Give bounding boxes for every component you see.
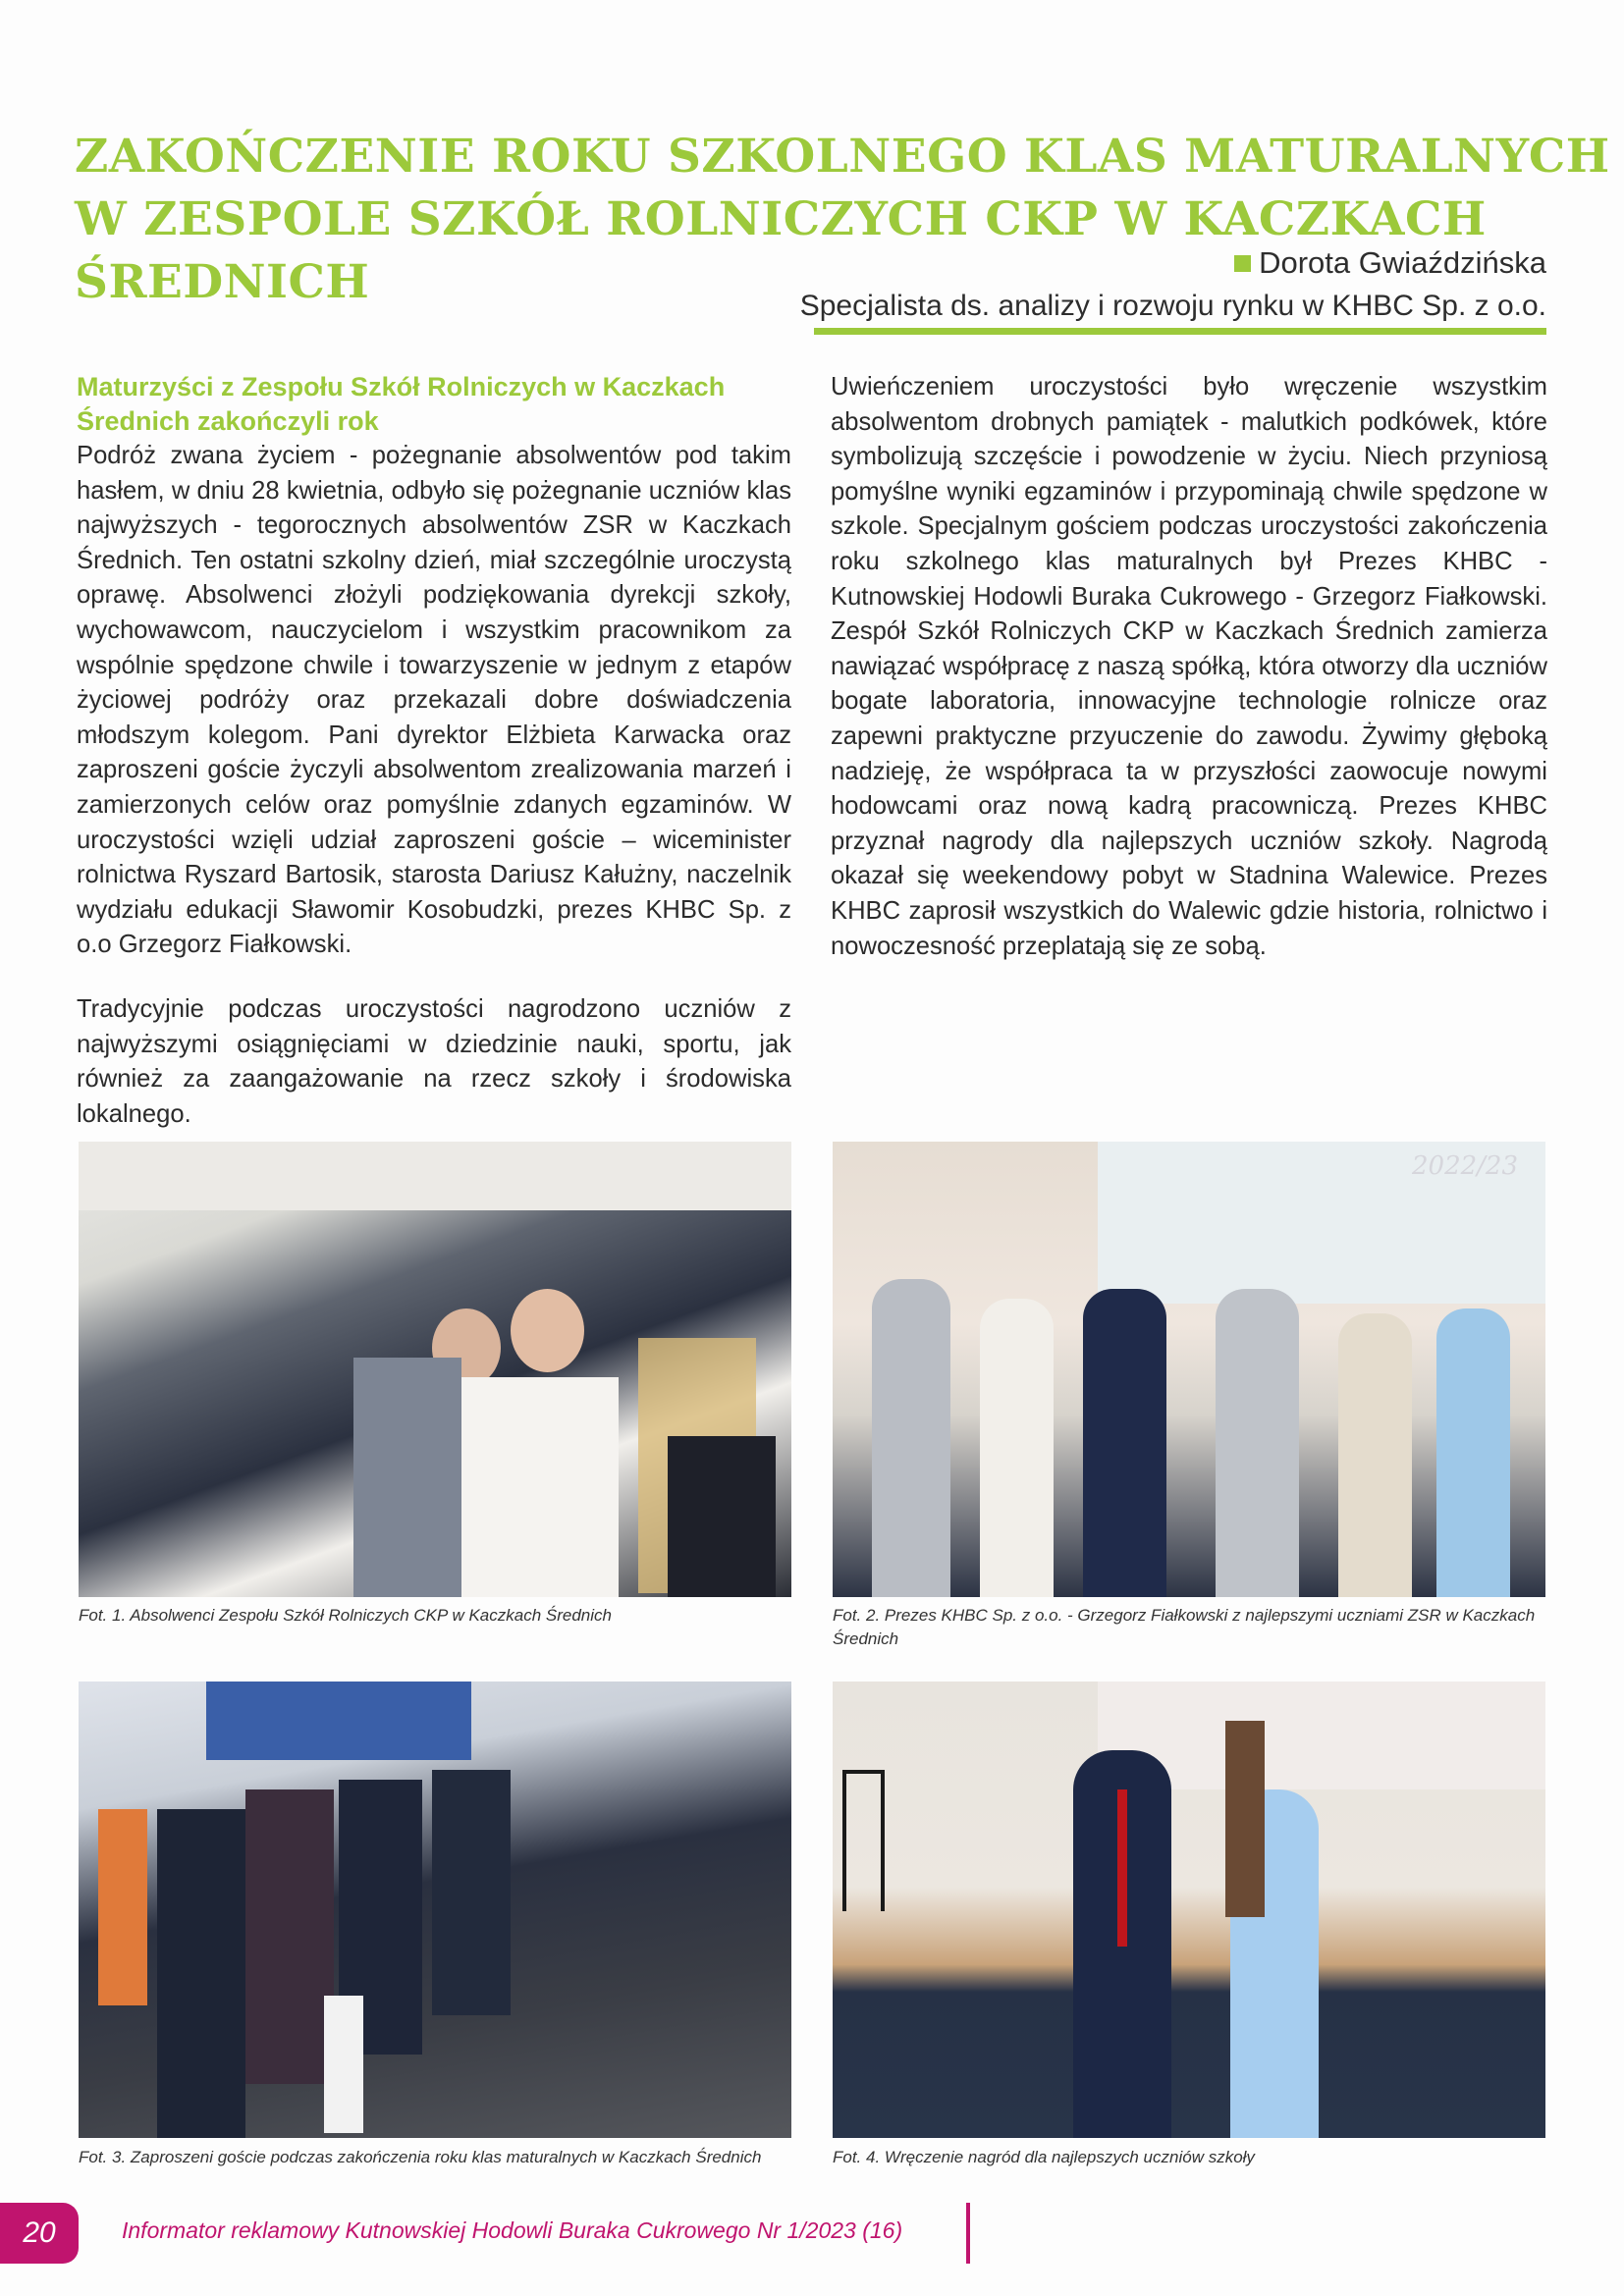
footer-divider <box>966 2203 970 2264</box>
body-paragraph: Podróż zwana życiem - pożegnanie absolwentów pod takim hasłem, w dniu 28 kwietnia, odbyło się pożegnanie uczniów klas najwyższych - tegorocznych absolwentów ZSR w Kaczkach Średnich. Ten ostatni szkolny dzień, miał szczególnie uroczystą oprawę. Absolwenci złożyli podziękowania dyrekcji szkoły, wychowawcom, nauczycielom i wszystkim pracownikom za wspólnie spędzone chwile i towarzyszenie w jednym z etapów życiowej podróży oraz przekazali dobre doświadczenia młodszym kolegom. Pani dyrektor Elżbieta Karwacka oraz zaproszeni goście życzyli absolwentom zrealizowania marzeń i zamierzonych celów oraz pomyślnie zdanych egzaminów. W uroczystości wzięli udział zaproszeni goście – wiceminister rolnictwa Ryszard Bartosik, starosta Dariusz Kałużny, naczelnik wydziału edukacji Sławomir Kosobudzki, prezes KHBC Sp. z o.o Grzegorz Fiałkowski. <box>77 442 791 959</box>
article-title <box>75 126 1610 314</box>
header-divider <box>814 328 1546 335</box>
photo-graduates <box>79 1142 791 1597</box>
photo-caption: Fot. 3. Zaproszeni goście podczas zakończenia roku klas maturalnych w Kaczkach Średnich <box>79 2148 762 2166</box>
photo-award-handover <box>833 1682 1545 2138</box>
screen-year-text: 2022/23 <box>1411 1151 1518 1181</box>
right-column <box>831 370 1547 964</box>
left-column <box>77 370 791 1132</box>
body-paragraph: Uwieńczeniem uroczystości było wręczenie wszystkim absolwentom drobnych pamiątek - malutkich podkówek, które symbolizują szczęście i powodzenie w życiu. Niech przyniosą pomyślne wyniki egzaminów i przypominają chwile spędzone w szkole. Specjalnym gościem podczas uroczystości zakończenia roku szkolnego klas maturalnych był Prezes KHBC - Kutnowskiej Hodowli Buraka Cukrowego - Grzegorz Fiałkowski. Zespół Szkół Rolniczych CKP w Kaczkach Średnich zamierza nawiązać współpracę z naszą spółką, która otworzy dla uczniów bogate laboratoria, innowacyjne technologie rolnicze oraz zapewni praktyczne przyuczenie do zawodu. Żywimy głęboką nadzieję, że współpraca ta w przyszłości zaowocuje nowymi hodowcami oraz nową kadrą pracowniczą. Prezes KHBC przyznał nagrody dla najlepszych uczniów szkoły. Nagrodą okazał się weekendowy pobyt w Stadnina Walewice. Prezes KHBC zaprosił wszystkich do Walewic gdzie historia, rolnictwo i nowoczesność przeplatają się ze sobą. <box>831 373 1547 960</box>
author-name: Dorota Gwiaździńska <box>1259 245 1546 280</box>
author-role: Specjalista ds. analizy i rozwoju rynku w KHBC Sp. z o.o. <box>799 290 1546 322</box>
photo-award-winners <box>833 1142 1545 1597</box>
title-line: ZAKOŃCZENIE ROKU SZKOLNEGO KLAS MATURALNYCH <box>75 130 1610 184</box>
title-line: W ZESPOLE SZKÓŁ ROLNICZYCH CKP W KACZKACH <box>75 192 1487 246</box>
publication-title: Informator reklamowy Kutnowskiej Hodowli Buraka Cukrowego Nr 1/2023 (16) <box>122 2217 903 2243</box>
photo-guests <box>79 1682 791 2138</box>
body-paragraph: Tradycyjnie podczas uroczystości nagrodzono uczniów z najwyższymi osiągnięciami w dziedzinie nauki, sportu, jak również za zaangażowanie na rzecz szkoły i środowiska lokalnego. <box>77 994 791 1128</box>
page-number: 20 <box>0 2203 79 2264</box>
photo-caption: Fot. 4. Wręczenie nagród dla najlepszych uczniów szkoły <box>833 2148 1255 2166</box>
author-byline <box>1234 245 1546 281</box>
article-subheading: Maturzyści z Zespołu Szkół Rolniczych w Kaczkach Średnich zakończyli rok <box>77 372 726 436</box>
photo-caption: Fot. 2. Prezes KHBC Sp. z o.o. - Grzegorz Fiałkowski z najlepszymi uczniami ZSR w Kaczkach Średnich <box>833 1606 1536 1648</box>
photo-caption: Fot. 1. Absolwenci Zespołu Szkół Rolniczych CKP w Kaczkach Średnich <box>79 1606 612 1625</box>
title-line: ŚREDNICH <box>75 255 370 309</box>
square-bullet-icon <box>1234 255 1251 272</box>
